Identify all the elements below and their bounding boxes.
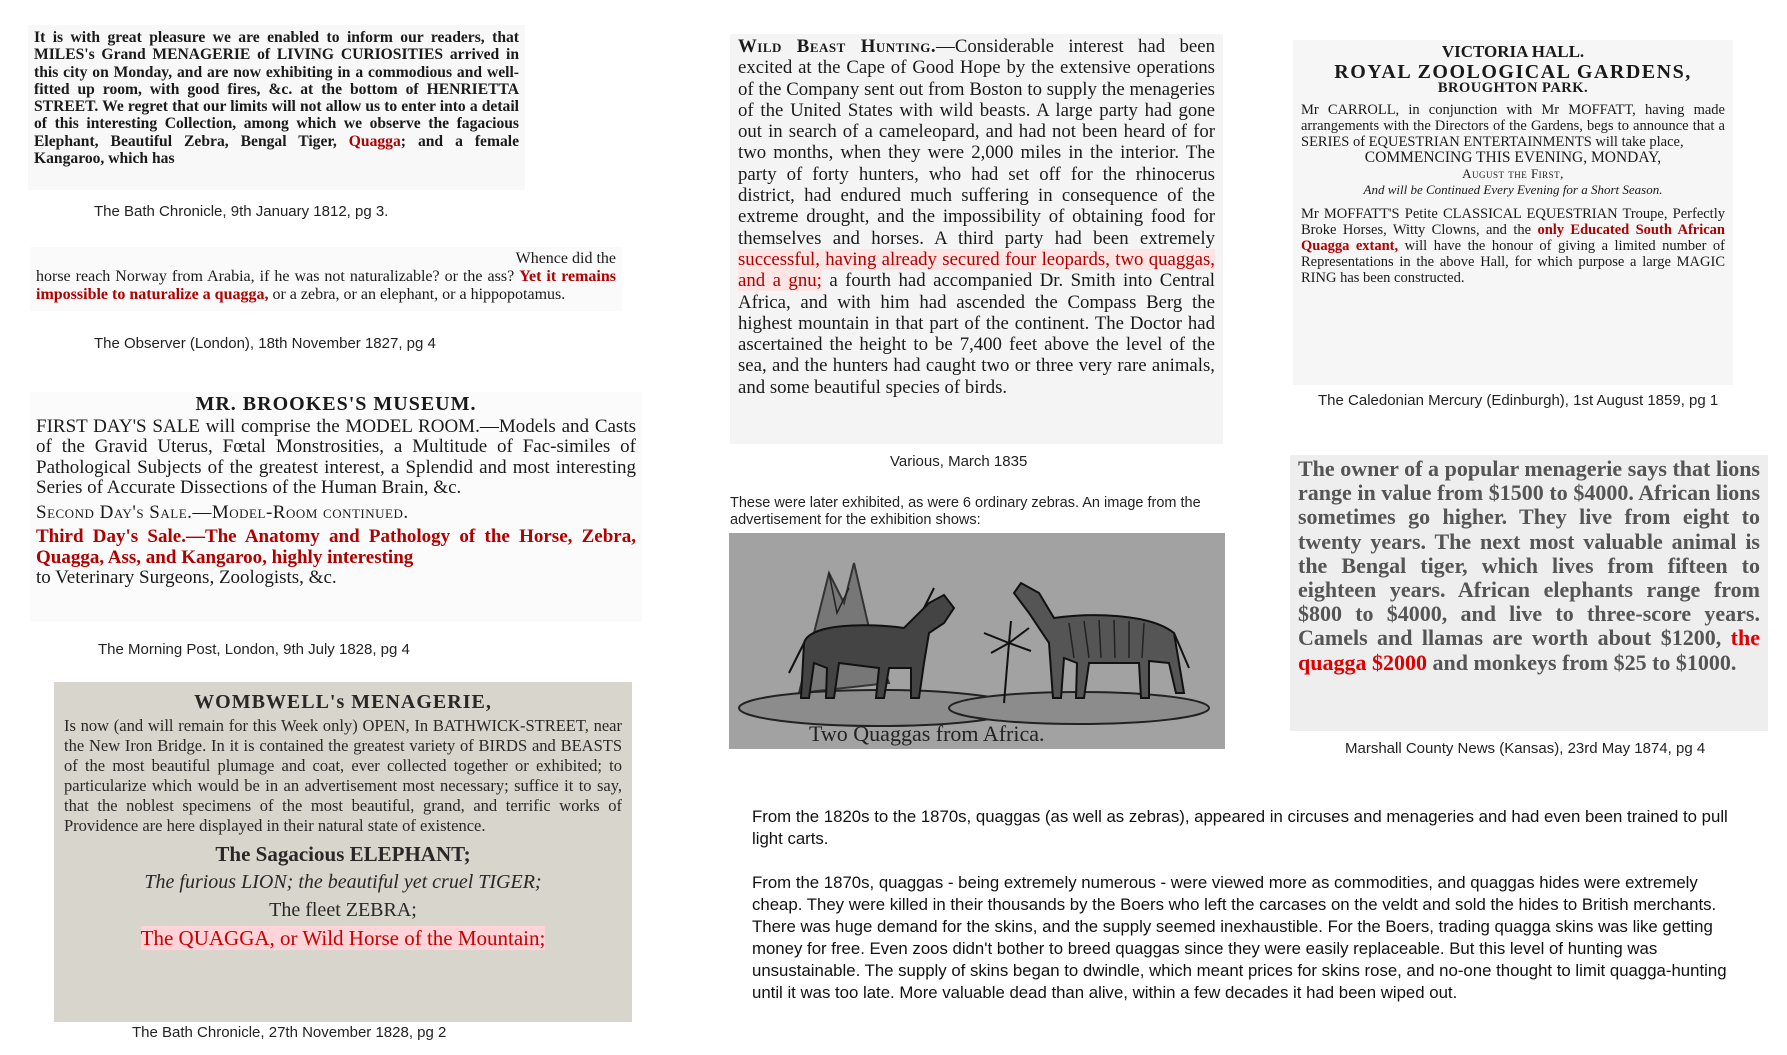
highlighted-text: Third Day's Sale.—The Anatomy and Pathology of the Horse, Zebra, Quagga, Ass, and Kangaroo, highly interesting (36, 526, 636, 568)
caption-various-1835: Various, March 1835 (890, 453, 1028, 470)
highlighted-text: successful, having already secured four leopards, two quaggas, and a gnu; (738, 248, 1215, 292)
highlighted-text: The QUAGGA, or Wild Horse of the Mountain; (140, 926, 546, 950)
caption-bath-1812: The Bath Chronicle, 9th January 1812, pg 3. (94, 203, 389, 220)
highlighted-text: the quagga $2000 (1298, 625, 1760, 675)
clipping-heading: VICTORIA HALL. (1441, 42, 1585, 61)
caption-observer-1827: The Observer (London), 18th November 1827, pg 4 (94, 335, 436, 352)
commentary-paragraph-2: From the 1870s, quaggas - being extremely numerous - were viewed more as commodities, and quaggas hides were extremely cheap. They were killed in their thousands by the Boers who left the carcases on the veldt and sold the hides to British merchants. There was huge demand for the skins, and the supply seemed inexhaustible. For the Boers, trading quagga skins was like getting money for free. Even zoos didn't bother to breed quaggas since they were easily replaceable. But this level of hunting was unsustainable. The supply of skins began to dwindle, which meant prices for skins rose, and no-one thought to limit quagga-hunting until it was too late. More valuable dead than alive, within a few decades it had been wiped out. (752, 873, 1727, 1002)
clipping-title: ROYAL ZOOLOGICAL GARDENS, (1334, 61, 1692, 83)
highlighted-text: Quagga (348, 132, 401, 150)
image-intro: These were later exhibited, as were 6 ordinary zebras. An image from the advertisement for the exhibition shows: (730, 495, 1201, 528)
clipping-various-1835 (730, 34, 1223, 444)
clipping-marshall-county-news-1874 (1290, 455, 1768, 731)
clipping-date: August the First, (1462, 166, 1564, 181)
caption-morning-post-1828: The Morning Post, London, 9th July 1828, pg 4 (98, 641, 410, 658)
clipping-first-line: Whence did the (515, 250, 616, 267)
clipping-heading: WOMBWELL's MENAGERIE, (194, 691, 492, 713)
clipping-bath-chronicle-1828 (54, 682, 632, 1022)
clipping-heading: MR. BROOKES'S MUSEUM. (195, 393, 477, 415)
clipping-text: Mr CARROLL, in conjunction with Mr MOFFATT, having made arrangements with the Directors of the Gardens, begs to announce that a SERIES of EQUESTRIAN ENTERTAINMENTS will take place, (1301, 102, 1725, 150)
clipping-bath-chronicle-1812 (28, 25, 525, 190)
clipping-observer-1827 (30, 247, 622, 311)
clipping-caledonian-mercury-1859 (1293, 40, 1733, 385)
clipping-morning-post-1828 (30, 392, 642, 622)
caption-caledonian-1859: The Caledonian Mercury (Edinburgh), 1st August 1859, pg 1 (1318, 392, 1719, 409)
highlighted-text: Yet it remains impossible to naturalize a quagga, (36, 268, 617, 303)
clipping-tail: to Veterinary Surgeons, Zoologists, &c. (36, 567, 337, 588)
highlighted-text: only Educated South African Quagga extant, (1301, 222, 1725, 254)
clipping-line-zebra: The fleet ZEBRA; (269, 899, 417, 921)
clipping-text: FIRST DAY'S SALE will comprise the MODEL ROOM.—Models and Casts of the Gravid Uterus, Fœtal Monstrosities, a Multitude of Fac-similes of Pathological Subjects of the greatest interest, a Splendid and most interesting Series of Accurate Dissections of the Human Brain, &c. (36, 415, 636, 498)
quaggas-illustration (729, 533, 1225, 749)
commentary-paragraph-1: From the 1820s to the 1870s, quaggas (as well as zebras), appeared in circuses and menageries and had even been trained to pull light carts. (752, 807, 1728, 848)
clipping-commencing: COMMENCING THIS EVENING, MONDAY, (1364, 149, 1662, 166)
clipping-subtitle: BROUGHTON PARK. (1437, 80, 1589, 96)
clipping-continued: And will be Continued Every Evening for a Short Season. (1363, 182, 1663, 197)
caption-marshall-1874: Marshall County News (Kansas), 23rd May 1874, pg 4 (1345, 740, 1706, 757)
clipping-text: horse reach Norway from Arabia, if he was not naturalizable? or the ass? Yet it remains impossible to naturalize a quagga, or a zebra, or an elephant, or a hippopotamus. (36, 268, 617, 303)
clipping-text: Wild Beast Hunting.—Considerable interest had been excited at the Cape of Good Hope by the extensive operations of the Company sent out from Boston to supply the menageries of the United States with wild beasts. A large party had gone out in search of a cameleopard, and had not been heard of for two months, when they were 2,000 miles in the interior. The party of forty hunters, who had set off for the rhinocerus district, had endured much suffering in consequence of the extreme drought, and the impossibility of obtaining food for themselves and horses. A third party had been extremely successful, having already secured four leopards, two quaggas, and a gnu; a fourth had accompanied Dr. Smith into Central Africa, and with him had ascended the Compass Berg the highest mountain in that part of the continent. The Doctor had ascertained the height to be 7,400 feet above the level of the sea, and the hunters had caught two or three very rare animals, and some beautiful species of birds. (738, 36, 1216, 398)
clipping-text: It is with great pleasure we are enabled to inform our readers, that MILES's Grand MENAGERIE of LIVING CURIOSITIES arrived in this city on Monday, and are now exhibiting in a commodious and well-fitted up room, with good fires, &c. at the bottom of HENRIETTA STREET. We regret that our limits will not allow us to enter into a detail of this interesting Collection, among which we observe the fagacious Elephant, Beautiful Zebra, Bengal Tiger, Quagga; and a female Kangaroo, which has (34, 29, 519, 168)
clipping-title: Wild Beast Hunting. (738, 36, 937, 57)
clipping-text: Is now (and will remain for this Week only) OPEN, In BATHWICK-STREET, near the New Iron Bridge. In it is contained the greatest variety of BIRDS and BEASTS of the most beautiful plumage and coat, ever collected together or exhibited; to particularize which would be in an advertisement most necessary; suffice it to say, that the noblest specimens of the most beautiful, grand, and terrific works of Providence are here displayed in their natural state of existence. (64, 716, 622, 835)
caption-bath-1828: The Bath Chronicle, 27th November 1828, pg 2 (132, 1024, 447, 1041)
clipping-text-2: Mr MOFFATT'S Petite CLASSICAL EQUESTRIAN Troupe, Perfectly Broke Horses, Witty Clowns, and the only Educated South African Quagga extant, will have the honour of giving a limited number of Representations in the above Hall, for which purpose a large MAGIC RING has been constructed. (1301, 206, 1726, 286)
woodcut-image (729, 533, 1225, 749)
clipping-line-lion: The furious LION; the beautiful yet cruel TIGER; (144, 871, 542, 893)
clipping-text: The owner of a popular menagerie says that lions range in value from $1500 to $4000. African lions sometimes go higher. They live from eight to twenty years. The next most valuable animal is the Bengal tiger, which lives from fifteen to eighteen years. African elephants range from $800 to $4000, and live to three-score years. Camels and llamas are worth about $1200, the quagga $2000 and monkeys from $25 to $1000. (1298, 456, 1760, 675)
clipping-line-elephant: The Sagacious ELEPHANT; (215, 842, 471, 866)
clipping-second-day: Second Day's Sale.—Model-Room continued. (36, 501, 409, 523)
image-label: Two Quaggas from Africa. (809, 721, 1045, 746)
